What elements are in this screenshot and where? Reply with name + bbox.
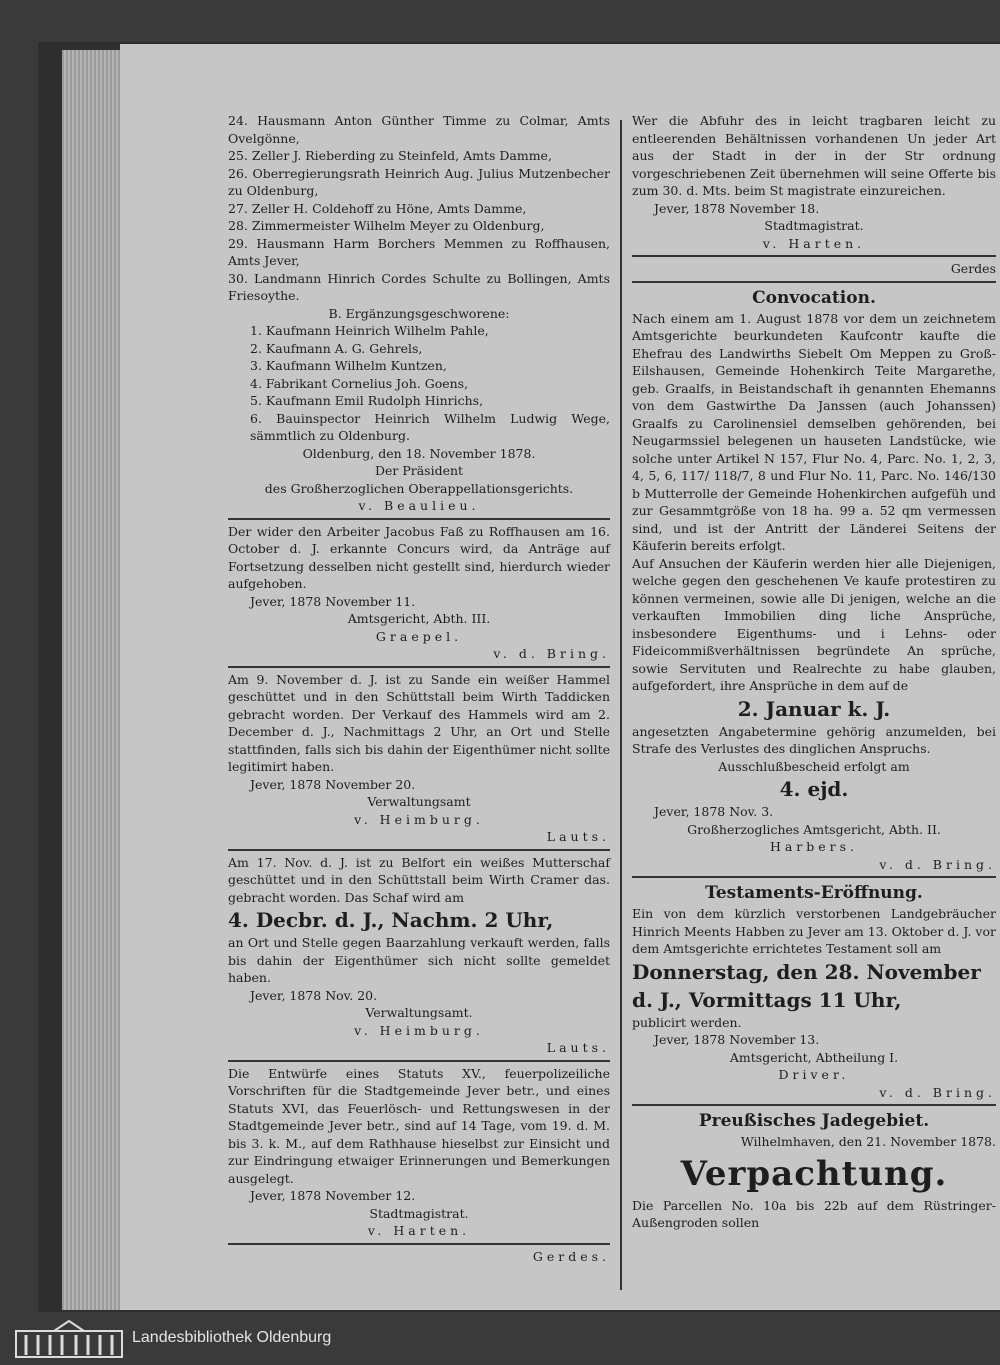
library-name[interactable]: Landesbibliothek Oldenburg bbox=[132, 1329, 332, 1346]
notice-body: Ausschlußbescheid erfolgt am bbox=[718, 758, 910, 774]
juror-item: 28. Zimmermeister Wilhelm Meyer zu Oldenburg, bbox=[228, 218, 545, 233]
notice-date: Jever, 1878 November 12. bbox=[250, 1188, 416, 1203]
column-divider bbox=[620, 120, 622, 1290]
signature: Lauts. bbox=[546, 1040, 610, 1055]
signature: des Großherzoglichen Oberappellationsgerichts. bbox=[264, 480, 574, 496]
notice-highlight-date: Donnerstag, den 28. November d. J., Vormittags 11 Uhr, bbox=[632, 959, 981, 1012]
supp-item: 1. Kaufmann Heinrich Wilhelm Pahle, bbox=[250, 323, 489, 338]
juror-item: 30. Landmann Hinrich Cordes Schulte zu Bollingen, Amts Friesoythe. bbox=[228, 270, 610, 303]
notice-heading: Preußisches Jadegebiet. bbox=[698, 1111, 930, 1131]
notice-body: Auf Ansuchen der Käuferin werden hier alle Diejenigen, welche gegen den geschehenen Ve kaufe protestiren zu können vermeinen, sowie alle Di jenigen, welche an die verkauften Immobilien ding liche Ansprüche, insbesondere Eigenthums- und i Lehns- oder Fideicommißverhältnissen begründete An sprüche, sowie Servituten und Realrechte zu habe glauben, aufgefordert, ihre Ansprüche in dem auf de bbox=[632, 555, 996, 693]
separator bbox=[632, 281, 996, 283]
supp-item: 2. Kaufmann A. G. Gehrels, bbox=[250, 340, 423, 356]
separator bbox=[228, 1060, 610, 1062]
signature: Harbers. bbox=[769, 839, 859, 854]
separator bbox=[228, 666, 610, 668]
notice-body: Am 9. November d. J. ist zu Sande ein weißer Hammel geschüttet und in den Schüttstall beim Wirth Taddicken gebracht worden. Der Verkauf des Hammels wird am 2. December d. J., Nachmittags 2 Uhr, an Ort und Stelle stattfinden, falls sich bis dahin der Eigenthümer nicht sollte legitimirt haben. bbox=[228, 671, 610, 774]
signature: Lauts. bbox=[546, 829, 610, 844]
supp-item: 5. Kaufmann Emil Rudolph Hinrichs, bbox=[250, 393, 484, 408]
notice-body: Die Entwürfe eines Statuts XV., feuerpolizeiliche Vorschriften für die Stadtgemeinde Jever betr., und eines Statuts XVI, das Feuerlösch- und Rettungswesen in der Stadtgemeinde Jever betr., sind auf 14 Tage, vom 19. d. M. bis 3. k. M., auf dem Rathhause hieselbst zur Einsicht und zur Eindringung etwaiger Erinnerungen und Bemerkungen ausgelegt. bbox=[228, 1065, 610, 1186]
separator bbox=[632, 255, 996, 257]
juror-item: 25. Zeller J. Rieberding zu Steinfeld, Amts Damme, bbox=[228, 148, 552, 163]
juror-item: 29. Hausmann Harm Borchers Memmen zu Roffhausen, Amts Jever, bbox=[228, 235, 610, 268]
notice-body: Nach einem am 1. August 1878 vor dem un zeichnetem Amtsgerichte beurkundeten Kaufcontr kaufte die Ehefrau des Landwirths Siebelt Om Meppen zu Groß-Eilshausen, Gemeinde Hohenkirch Teite Margarethe, geb. Graalfs, in Beistandschaft ih genannten Ehemanns von dem Gastwirthe Da Janssen (auch Johanssen) Graalfs zu Carolinensiel demselben gehörenden, bei Neugarmssiel belegenen un hauseten Landstücke, wie solche unter Artikel N 157, Flur No. 4, Parc. No. 1, 2, 3, 4, 5, 6, 117/ 118/7, 8 und Flur No. 11, Parc. No. 146/130 b Mutterrolle der Gemeinde Hohenkirchen aufgefüh und zur Gesammtgröße von 18 ha. 99 a. 52 qm vermessen sind, und ist der Antritt der Länderei Seitens der Käuferin bereits erfolgt. bbox=[632, 310, 996, 553]
signature: Graepel. bbox=[375, 628, 463, 644]
supplementary-list bbox=[228, 322, 610, 445]
supplementary-heading: B. Ergänzungsgeschworene: bbox=[328, 305, 510, 321]
signature: Verwaltungsamt. bbox=[365, 1005, 473, 1020]
notice-date: Jever, 1878 November 11. bbox=[250, 593, 416, 609]
signature: Stadtmagistrat. bbox=[764, 218, 864, 233]
notice-date: Oldenburg, den 18. November 1878. bbox=[302, 445, 536, 461]
notice-body: Der wider den Arbeiter Jacobus Faß zu Roffhausen am 16. October d. J. erkannte Concurs wird, da Anträge auf Fortsetzung desselben nicht gestellt sind, hierdurch wieder aufgehoben. bbox=[228, 523, 610, 591]
supp-item: 6. Bauinspector Heinrich Wilhelm Ludwig Wege, sämmtlich zu Oldenburg. bbox=[250, 410, 610, 443]
notice-highlight-date: 2. Januar k. J. bbox=[737, 696, 891, 721]
separator bbox=[632, 876, 996, 878]
notice-body: angesetzten Angabetermine gehörig anzumelden, bei Strafe des Verlustes des dinglichen Anspruchs. bbox=[632, 723, 996, 756]
supp-item: 4. Fabrikant Cornelius Joh. Goens, bbox=[250, 375, 469, 391]
page-stack-edge bbox=[62, 50, 122, 1310]
notice-highlight-date: 4. Decbr. d. J., Nachm. 2 Uhr, bbox=[228, 908, 554, 932]
notice-heading: Convocation. bbox=[752, 287, 876, 308]
separator bbox=[228, 518, 610, 520]
notice-body: Ein von dem kürzlich verstorbenen Landgebräucher Hinrich Meents Habben zu Jever am 13. Oktober d. J. vor dem Amtsgerichte errichtetes Testament soll am bbox=[632, 906, 996, 956]
signature: Stadtmagistrat. bbox=[369, 1205, 469, 1221]
notice-body: Am 17. Nov. d. J. ist zu Belfort ein weißes Mutterschaf geschüttet und in den Schüttstall beim Wirth Cramer das. gebracht worden. Das Schaf wird am bbox=[228, 854, 610, 905]
notice-date: Jever, 1878 November 13. bbox=[654, 1032, 820, 1047]
separator bbox=[228, 849, 610, 851]
signature: v. d. Bring. bbox=[879, 856, 996, 872]
signature: v. Heimburg. bbox=[354, 1022, 484, 1038]
signature: Driver. bbox=[778, 1067, 850, 1082]
signature: Verwaltungsamt bbox=[367, 794, 471, 809]
footer-bar bbox=[0, 1313, 1000, 1365]
separator bbox=[632, 1104, 996, 1106]
signature: Gerdes bbox=[950, 261, 996, 276]
notice-body: an Ort und Stelle gegen Baarzahlung verkauft werden, falls bis dahin der Eigenthümer sich nicht sollte gemeldet haben. bbox=[228, 935, 610, 985]
notice-body: Die Parcellen No. 10a bis 22b auf dem Rüstringer-Außengroden sollen bbox=[632, 1197, 996, 1230]
jurors-list bbox=[228, 112, 610, 305]
notice-body: publicirt werden. bbox=[632, 1014, 742, 1030]
notice-heading: Testaments-Eröffnung. bbox=[705, 883, 923, 903]
notice-title: Verpachtung. bbox=[680, 1153, 948, 1194]
juror-item: 27. Zeller H. Coldehoff zu Höne, Amts Damme, bbox=[228, 200, 527, 216]
signature: v. Harten. bbox=[762, 235, 866, 251]
left-column bbox=[228, 112, 610, 1265]
notice-date: Jever, 1878 Nov. 20. bbox=[250, 987, 378, 1003]
juror-item: 26. Oberregierungsrath Heinrich Aug. Julius Mutzenbecher zu Oldenburg, bbox=[228, 165, 610, 198]
supp-item: 3. Kaufmann Wilhelm Kuntzen, bbox=[250, 358, 447, 373]
signature: Großherzogliches Amtsgericht, Abth. II. bbox=[687, 821, 941, 837]
notice-date: Wilhelmhaven, den 21. November 1878. bbox=[740, 1134, 996, 1149]
signature: v. d. Bring. bbox=[879, 1084, 996, 1100]
signature: Amtsgericht, Abth. III. bbox=[347, 611, 491, 626]
right-column bbox=[632, 112, 996, 1232]
notice-date: Jever, 1878 Nov. 3. bbox=[654, 804, 774, 819]
notice-highlight-date: 4. ejd. bbox=[779, 777, 849, 801]
notice-body: Wer die Abfuhr des in leicht tragbaren leicht zu entleerenden Behältnissen vorhandenen Un jeder Art aus der Stadt in der in der Str ordnung vorgeschriebenen Zeit übernehmen will seine Offerte bis zum 30. d. Mts. beim St magistrate einzureichen. bbox=[632, 113, 996, 198]
signature: Der Präsident bbox=[374, 463, 464, 478]
signature: v. Harten. bbox=[367, 1223, 471, 1238]
library-building-logo bbox=[14, 1319, 124, 1359]
signature: v. Heimburg. bbox=[354, 811, 484, 827]
notice-date: Jever, 1878 November 20. bbox=[250, 776, 416, 792]
juror-item: 24. Hausmann Anton Günther Timme zu Colmar, Amts Ovelgönne, bbox=[228, 113, 610, 146]
signature: v. Beaulieu. bbox=[358, 498, 480, 513]
signature: Gerdes. bbox=[532, 1248, 610, 1264]
signature: Amtsgericht, Abtheilung I. bbox=[729, 1049, 899, 1065]
notice-date: Jever, 1878 November 18. bbox=[654, 200, 820, 216]
signature: v. d. Bring. bbox=[493, 646, 610, 661]
separator bbox=[228, 1243, 610, 1245]
